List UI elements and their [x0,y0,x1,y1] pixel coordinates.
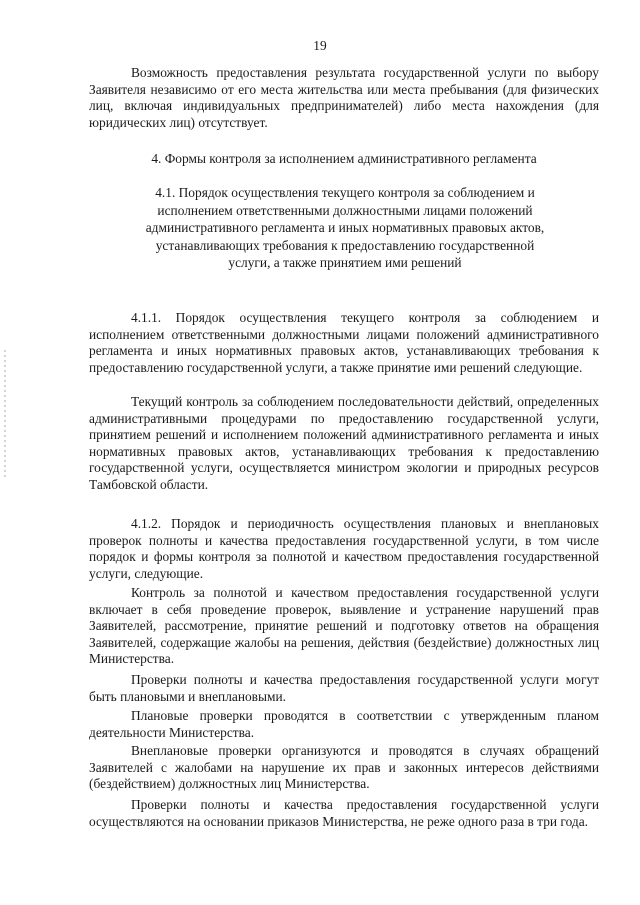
paragraph-check-basis: Проверки полноты и качества предоставления государственной услуги осуществляются на основании приказов Министерства, не реже одного раза в три года. [89,797,599,829]
paragraph-4-1-1: 4.1.1. Порядок осуществления текущего контроля за соблюдением и исполнением ответственными должностными лицами положений административного регламента и иных нормативных правовых актов, устанавливающих требования к предоставлению государственной услуги, а также принятие ими решений следующие. [89,310,599,375]
paragraph-check-types: Проверки полноты и качества предоставления государственной услуги могут быть плановыми и внеплановыми. [89,672,599,704]
scan-margin-mark [4,350,6,480]
paragraph-planned-checks: Плановые проверки проводятся в соответствии с утвержденным планом деятельности Министерства. [89,708,599,740]
subsection-heading: 4.1. Порядок осуществления текущего контроля за соблюдением и исполнением ответственными должностными лицами положений административного регламента и иных нормативных правовых актов, устанавливающих требования к предоставлению государственной услуги, а также принятием ими решений [145,185,545,270]
paragraph-quality-control: Контроль за полнотой и качеством предоставления государственной услуги включает в себя проведение проверок, выявление и устранение нарушений прав Заявителей, рассмотрение, принятие решений и подготовку ответов на обращения Заявителей, содержащие жалобы на решения, действия (бездействие) должностных лиц Министерства. [89,585,599,666]
paragraph-4-1-2: 4.1.2. Порядок и периодичность осуществления плановых и внеплановых проверок полноты и качества предоставления государственной услуги, в том числе порядок и формы контроля за полнотой и качеством предоставления государственной услуги, следующие. [89,516,599,581]
intro-paragraph: Возможность предоставления результата государственной услуги по выбору Заявителя независимо от его места жительства или места пребывания (для физических лиц, включая индивидуальных предпринимателей) либо места нахождения (для юридических лиц) отсутствует. [89,65,599,130]
section-heading: 4. Формы контроля за исполнением административного регламента [151,151,537,166]
paragraph-unplanned-checks: Внеплановые проверки организуются и проводятся в случаях обращений Заявителей с жалобами на нарушение их прав и законных интересов действиями (бездействием) должностных лиц Министерства. [89,743,599,791]
paragraph-current-control: Текущий контроль за соблюдением последовательности действий, определенных административными процедурами по предоставлению государственной услуги, принятием решений и исполнением положений административного регламента и иных нормативных правовых актов, устанавливающих требования к предоставлению государственной услуги, осуществляется министром экологии и природных ресурсов Тамбовской области. [89,394,599,492]
page-number: 19 [313,38,327,53]
